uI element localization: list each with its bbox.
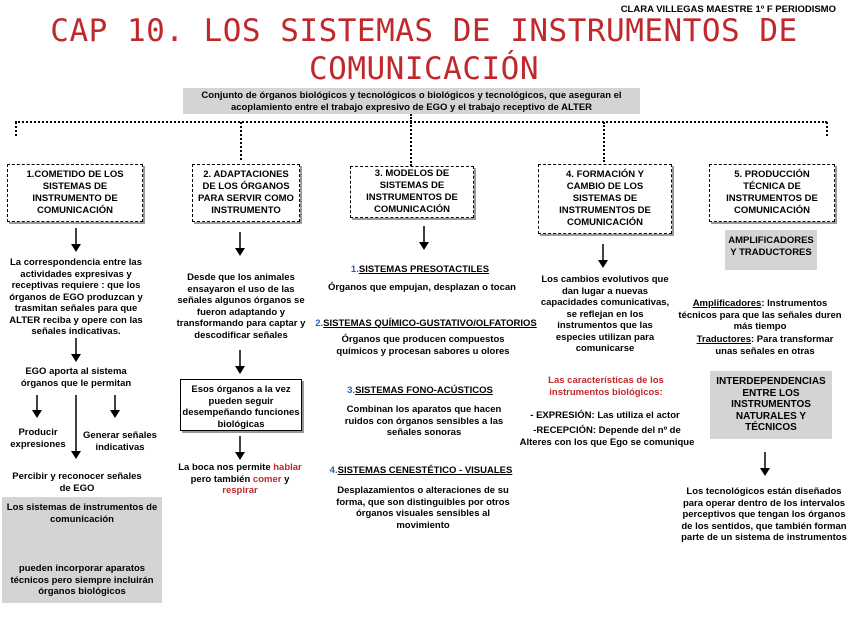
col3-item1-num: 1. bbox=[350, 264, 359, 275]
col5-trad-label: Traductores bbox=[696, 334, 751, 345]
col2-bottom-c: pero también bbox=[190, 473, 251, 485]
col3-item1-title bbox=[320, 264, 520, 276]
col3-item1-desc: Órganos que empujan, desplazan o tocan bbox=[328, 282, 516, 293]
col3-item1-name: SISTEMAS PRESOTACTILES bbox=[358, 264, 490, 275]
col3-item3-num: 3. bbox=[347, 385, 356, 396]
col5-amplificadores bbox=[678, 298, 842, 333]
col1-text3: Percibir y reconocer señales de EGO bbox=[12, 471, 142, 494]
col3-item4-title bbox=[318, 465, 524, 477]
header-modelos: 3. MODELOS DE SISTEMAS DE INSTRUMENTOS DE COMUNICACIÓN bbox=[350, 166, 474, 218]
col1-gray-bottom: pueden incorporar aparatos técnicos pero siempre incluirán órganos biológicos bbox=[10, 563, 154, 597]
col5-traductores bbox=[690, 334, 840, 357]
col4-recepcion: -RECEPCIÓN: Depende del nº de Alteres con los que Ego se comunique bbox=[519, 425, 695, 448]
col3-item2-num: 2. bbox=[315, 318, 324, 329]
title-line-2: COMUNICACIÓN bbox=[309, 51, 539, 87]
col1-text2: EGO aporta al sistema órganos que le permitan bbox=[20, 366, 132, 389]
col3-item4-desc: Desplazamientos o alteraciones de su forma, que son distinguibles por otros órganos visuales sensibles al movimiento bbox=[336, 485, 510, 531]
definition-line-2: acoplamiento entre el trabajo expresivo de EGO y el trabajo receptivo de ALTER bbox=[230, 102, 593, 113]
col2-bottom-hablar: hablar bbox=[273, 462, 302, 473]
col5-text-bottom: Los tecnológicos están diseñados para operar dentro de los intervalos perceptivos que tengan los órganos de los sentidos, que también forman parte de un sistema de instrumentos bbox=[681, 486, 847, 543]
col5-amp-label: Amplificadores bbox=[692, 298, 762, 309]
col2-bottom-e: y bbox=[284, 473, 290, 485]
col2-bottom-a: La boca nos permite bbox=[178, 462, 271, 473]
col2-bottom bbox=[172, 462, 308, 497]
col3-item3-name: SISTEMAS FONO-ACÚSTICOS bbox=[355, 385, 493, 396]
col3-item4-num: 4. bbox=[329, 465, 338, 476]
col5-trad-text: : Para transformar unas señales en otras bbox=[715, 334, 834, 357]
col5-gray2: INTERDEPENDENCIAS ENTRE LOS INSTRUMENTOS NATURALES Y TÉCNICOS bbox=[710, 371, 832, 439]
col1-right: Generar señales indicativas bbox=[83, 430, 157, 453]
col3-item4-name: SISTEMAS CENESTÉTICO - VISUALES bbox=[337, 465, 513, 476]
col4-text1: Los cambios evolutivos que dan lugar a nuevas capacidades comunicativas, se reflejan en los instrumentos que las especies utilizan para comunicarse bbox=[540, 274, 670, 354]
header-adaptaciones: 2. ADAPTACIONES DE LOS ÓRGANOS PARA SERVIR COMO INSTRUMENTO bbox=[192, 164, 300, 222]
col2-bottom-respirar: respirar bbox=[222, 485, 258, 496]
col3-item3-desc: Combinan los aparatos que hacen ruidos con órganos sensibles a las señales sonoras bbox=[344, 404, 504, 438]
header-cometido: 1.COMETIDO DE LOS SISTEMAS DE INSTRUMENTO DE COMUNICACIÓN bbox=[7, 164, 143, 222]
col4-expresion: - EXPRESIÓN: Las utiliza el actor bbox=[530, 410, 680, 421]
title-line-1: CAP 10. LOS SISTEMAS DE INSTRUMENTOS DE bbox=[50, 13, 798, 49]
col3-item2-desc: Órganos que producen compuestos químicos y procesan sabores u olores bbox=[336, 334, 510, 357]
col1-left: Producir expresiones bbox=[10, 427, 66, 450]
col5-gray1: AMPLIFICADORES Y TRADUCTORES bbox=[725, 230, 817, 270]
col3-item2-title bbox=[312, 318, 540, 330]
col1-gray-top: Los sistemas de instrumentos de comunicación bbox=[6, 502, 158, 525]
col1-gray-box bbox=[2, 497, 162, 603]
col3-item3-title bbox=[320, 385, 520, 397]
header-formacion: 4. FORMACIÓN Y CAMBIO DE LOS SISTEMAS DE INSTRUMENTOS DE COMUNICACIÓN bbox=[538, 164, 672, 234]
col1-text1: La correspondencia entre las actividades expresivas y receptivas requiere : que los órganos de EGO produzcan y trasmitan señales para que ALTER reciba y opere con las señales indicativas. bbox=[9, 257, 143, 337]
definition-line-1: Conjunto de órganos biológicos y tecnológicos o biológicos y tecnológicos, que aseguran el bbox=[201, 90, 622, 101]
col2-text1: Desde que los animales ensayaron el uso de las señales algunos órganos se fueron adaptando y transformando para captar y descodificar señales bbox=[176, 272, 306, 341]
col4-red-title: Las características de los instrumentos biológicos: bbox=[548, 375, 664, 398]
col3-item2-name: SISTEMAS QUÍMICO-GUSTATIVO/OLFATORIOS bbox=[323, 318, 537, 329]
header-produccion: 5. PRODUCCIÓN TÉCNICA DE INSTRUMENTOS DE COMUNICACIÓN bbox=[709, 164, 835, 222]
author-label: CLARA VILLEGAS MAESTRE 1º F PERIODISMO bbox=[620, 4, 836, 15]
col5-amp-text: : Instrumentos técnicos para que las señales duren más tiempo bbox=[678, 298, 842, 332]
col2-bottom-comer: comer bbox=[252, 473, 282, 485]
col2-box: Esos órganos a la vez pueden seguir desempeñando funciones biológicas bbox=[180, 379, 302, 431]
